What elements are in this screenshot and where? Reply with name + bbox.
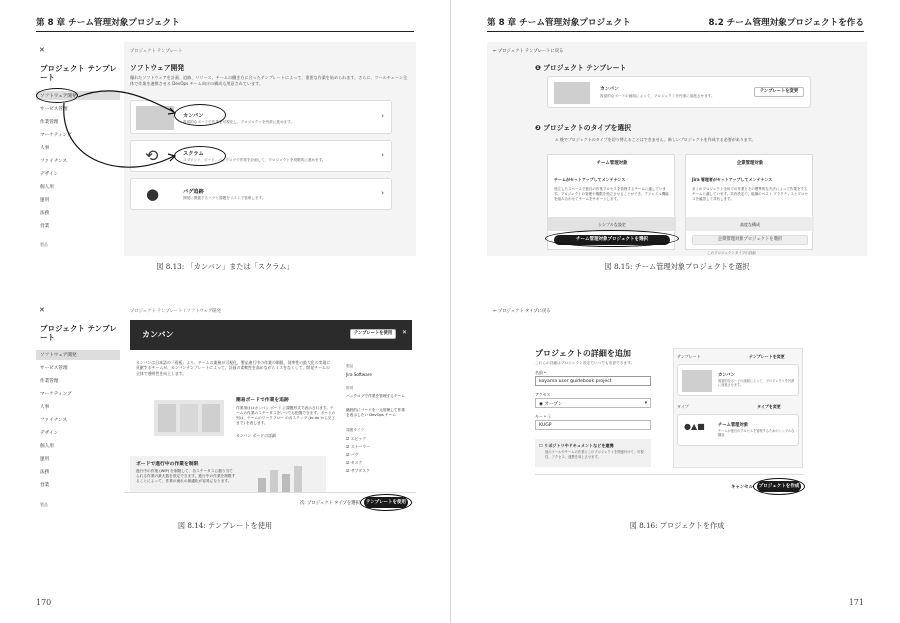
highlight-oval-use-template	[360, 494, 412, 511]
sidebar-item-personal[interactable]: 個人用	[40, 185, 54, 190]
figure-caption: 図 8.15: チーム管理対象プロジェクトを選択	[604, 262, 750, 271]
figure-8-14	[34, 302, 416, 514]
sidebar-item-ops[interactable]: 運用	[40, 198, 50, 203]
page-number: 171	[848, 598, 864, 607]
highlight-oval-team-managed	[545, 230, 679, 247]
type-name: チーム管理対象	[718, 423, 749, 428]
description: 優れたソフトウェアを計画、追跡、リリース。チームの働き方に合ったテンプレートによって、重要な作業を始められます。さらに、ツールチェーン全体で作業を連携させる DevOps チーム向けの構成も用意されています。	[130, 75, 408, 86]
use-template-button[interactable]: テンプレートを使用	[350, 329, 396, 339]
sidebar-item-personal[interactable]: 個人用	[40, 444, 54, 449]
key-label: キー * ⓘ	[535, 414, 552, 419]
feature1-title: 簡易ボードで作業を追跡	[236, 398, 289, 403]
template-name: カンバン	[718, 373, 735, 378]
sidebar-item-sales[interactable]: 営業	[40, 224, 50, 229]
change-type-link[interactable]: タイプを変更	[757, 404, 781, 409]
back-link[interactable]: ← プロジェクト タイプに戻る	[493, 309, 551, 314]
footnote-link[interactable]: このプロジェクトタイプの詳細	[707, 251, 756, 255]
annotation-arrows	[34, 42, 416, 256]
form-subtitle: これらの詳細はプロジェクト設定でいつでも変更できます。	[535, 361, 635, 365]
column-desc: 独立したスペースで独自の作業プロセスを管理するチームに適しています。プロジェクトの管理や権限を独立させることができ、アジャイル機能を組み合わせてチームをサポートします。	[554, 187, 669, 201]
footer-use-template-button[interactable]: テンプレートを使用	[364, 497, 408, 508]
breadcrumb[interactable]: プロジェクト テンプレート	[130, 49, 183, 54]
figure-caption: 図 8.13: 「カンバン」または「スクラム」	[156, 262, 294, 271]
back-link[interactable]: ← プロジェクト テンプレートに戻る	[493, 49, 564, 54]
figure-8-15	[487, 42, 867, 256]
issue-type-task: ☑ タスク	[346, 460, 363, 465]
product-name: Jira Software	[346, 372, 372, 377]
card-name: バグ追跡	[183, 189, 204, 195]
right-page	[450, 0, 900, 623]
card-desc: スプリント、ボード、バックログで作業を計画して、プロジェクトを段階的に進めます。	[183, 158, 326, 162]
form-footer-divider	[535, 474, 803, 475]
bug-icon: ●	[146, 185, 160, 203]
sidebar-item-hr[interactable]: 人事	[40, 405, 50, 410]
feature2-title: ボードで進行中の作業を制限	[136, 462, 199, 467]
chapter-title: 第 8 章 チーム管理対象プロジェクト	[487, 18, 631, 28]
card-name: カンバン	[183, 113, 204, 119]
kanban-thumbnail	[682, 370, 712, 392]
issue-type-subtask: ☑ サブタスク	[346, 468, 370, 473]
kanban-thumbnail	[554, 82, 590, 104]
select-team-managed-button[interactable]: チーム管理対象プロジェクトを選択	[554, 235, 670, 245]
close-icon[interactable]: ✕	[39, 306, 45, 314]
banner	[130, 320, 412, 350]
create-project-button[interactable]: プロジェクトを作成	[757, 481, 801, 492]
type-label: タイプ	[677, 404, 689, 409]
sidebar-item-finance[interactable]: ファイナンス	[40, 159, 68, 164]
column-header: 企業管理対象	[736, 161, 764, 166]
figure-caption: 図 8.16: プロジェクトを作成	[629, 521, 725, 530]
sidebar-title: プロジェクト テンプレート	[40, 64, 117, 82]
column-header: チーム管理対象	[596, 161, 628, 166]
sidebar-item-service[interactable]: サービス管理	[40, 107, 68, 112]
card-desc: 開発に関連するバグと課題をリストで管理します。	[183, 196, 266, 200]
chapter-title: 第 8 章 チーム管理対象プロジェクト	[36, 18, 180, 28]
key-input[interactable]: KUGP	[535, 420, 651, 430]
column-company-managed	[685, 154, 813, 250]
chevron-right-icon: ›	[381, 112, 384, 120]
recommended-text-2: 継続的にコードを一元管理して作業を表示したい DevOps チーム	[346, 408, 405, 417]
step-1-heading: ❶ プロジェクト テンプレート	[535, 64, 627, 72]
sidebar-title: プロジェクト テンプレート	[40, 324, 117, 342]
recommended-text-1: バックログで作業を管理するチーム	[346, 394, 405, 398]
template-name: カンバン	[600, 87, 619, 92]
form-title: プロジェクトの詳細を追加	[535, 349, 631, 358]
sidebar-item-software[interactable]: ソフトウェア開発	[40, 353, 77, 358]
issue-types-label: 課題タイプ	[346, 428, 365, 432]
access-select[interactable]: ◉ オープン ▾	[535, 398, 651, 408]
issue-type-epic: ☑ エピック	[346, 436, 367, 441]
page-title: ソフトウェア開発	[130, 64, 185, 72]
product-label: 製品	[346, 364, 354, 368]
step-2-heading: ❷ プロジェクトのタイプを選択	[535, 124, 632, 132]
connect-checkbox[interactable]: ☐ リポジトリやドキュメントなどを連携	[539, 443, 614, 448]
column-subheader: Jira 管理者がセットアップしてメンテナンス	[692, 177, 773, 182]
column-feature: 高度な構成	[740, 222, 760, 227]
footer-next-text: 次: プロジェクト タイプを選択	[300, 501, 360, 506]
globe-icon: ◉	[539, 401, 545, 407]
change-template-link[interactable]: テンプレートを変更	[749, 354, 785, 359]
feature1-link[interactable]: カンバン ボードの詳細	[236, 433, 276, 438]
issue-type-story: ☑ ストーリー	[346, 444, 371, 449]
main-panel	[124, 302, 416, 514]
sidebar-item-marketing[interactable]: マーケティング	[40, 392, 72, 397]
scrum-loop-icon: ⟲	[145, 146, 159, 165]
issue-type-bug: ☑ バグ	[346, 452, 359, 457]
column-subheader: チームがセットアップしてメンテナンス	[554, 177, 626, 182]
chevron-right-icon: ›	[381, 189, 384, 197]
sidebar-item-design[interactable]: デザイン	[40, 172, 59, 177]
sidebar-item-ops[interactable]: 運用	[40, 457, 50, 462]
warning-text: ⚠ 後でプロジェクトのタイプを切り替えることはできません。新しいプロジェクトを作成する必要があります。	[555, 137, 756, 142]
sidebar-item-design[interactable]: デザイン	[40, 431, 59, 436]
close-icon[interactable]: ✕	[402, 329, 408, 336]
change-template-button[interactable]: テンプレートを変更	[754, 87, 804, 97]
sidebar-footer: 製品	[40, 242, 48, 247]
sidebar-item-marketing[interactable]: マーケティング	[40, 133, 72, 138]
recommended-heading: 推奨	[346, 386, 354, 390]
sidebar-item-legal[interactable]: 法務	[40, 470, 50, 475]
figure-caption: 図 8.14: テンプレートを使用	[177, 521, 273, 530]
sidebar-item-legal[interactable]: 法務	[40, 211, 50, 216]
sidebar-footer: 製品	[40, 502, 48, 507]
select-company-managed-button[interactable]: 企業管理対象プロジェクトを選択	[692, 235, 808, 245]
sidebar-item-finance[interactable]: ファイナンス	[40, 418, 68, 423]
intro-text: カンバンは日本語の「看板」より。チームの業務が可視化、製品進行中の作業の制限、効率性の最大化の実現に貢献するチームが、カンバンテンプレートによって、計画の柔軟性を高めながらミスをなくして、開発チームの全体で透明性を向上します。	[136, 360, 331, 376]
figure-8-13	[34, 42, 416, 256]
chevron-down-icon: ▾	[644, 400, 647, 406]
figure-8-16	[487, 302, 867, 514]
column-desc: 多くのプロジェクト全体での作業とその標準的な方法によって作業をするチームに適しています。共有設定で、組織のベスト プラクティスとプロセスを確認して共有します。	[692, 187, 808, 201]
name-label: 名前 *	[535, 370, 546, 375]
cancel-button[interactable]: キャンセル	[731, 485, 753, 490]
breadcrumb[interactable]: プロジェクト テンプレート / ソフトウェア開発	[130, 309, 221, 314]
wip-chart-illustration	[254, 462, 314, 492]
board-illustration	[154, 400, 224, 436]
chevron-right-icon: ›	[381, 151, 384, 159]
selected-template-card	[547, 76, 811, 108]
banner-title: カンバン	[142, 330, 174, 339]
template-label: テンプレート	[677, 354, 701, 359]
sidebar-item-software[interactable]: ソフトウェア開発	[40, 94, 77, 99]
template-desc: 視覚的なボードの画面によって、プロジェクトを円滑に前進させます。	[600, 94, 715, 98]
sidebar-item-sales[interactable]: 営業	[40, 483, 50, 488]
sidebar-item-work[interactable]: 作業管理	[40, 379, 59, 384]
type-summary-card	[677, 414, 799, 446]
page-number: 170	[36, 598, 52, 607]
card-name: スクラム	[183, 151, 204, 157]
footer-divider	[124, 492, 416, 493]
sidebar-item-hr[interactable]: 人事	[40, 146, 50, 151]
card-desc: 視覚的なボードで作業を可視化し、プロジェクトを円滑に進めます。	[183, 120, 295, 124]
connect-desc: 他のツールやチームの作業とこのプロジェクトを関連付けて、可視性、アクセス、連携を向上させます。	[545, 450, 644, 459]
template-summary-card	[677, 364, 799, 396]
column-feature: シンプルな設定	[598, 222, 626, 227]
close-icon[interactable]: ✕	[39, 46, 45, 54]
name-input[interactable]: koyama user guidebook project	[535, 376, 651, 386]
sidebar-item-work[interactable]: 作業管理	[40, 120, 59, 125]
team-shapes-icon: ●▲■	[684, 422, 705, 431]
template-desc: 視覚的なボードの画面によって、プロジェクトを円滑に前進させます。	[718, 379, 795, 388]
running-head	[487, 14, 864, 32]
highlight-oval-create	[753, 478, 805, 495]
feature2-body: 進行中の作業 (WIP) を制限して、各ステータスに割り当てられる作業の最大数を設定できます。進行中の作業を制限することによって、作業の流れの最適化が容易になります。	[136, 469, 236, 484]
section-title: 8.2 チーム管理対象プロジェクトを作る	[708, 18, 864, 28]
access-label: アクセス	[535, 392, 551, 397]
running-head	[36, 14, 414, 32]
sidebar-item-service[interactable]: サービス管理	[40, 366, 68, 371]
feature1-body: 作業項目はカンバン ボード に課題形式で表示されます。チームの作業のステータスをいつでも把握できます。ボードの列は、チームのワークフロー の各ステップ (to do から完了まで) を表します。	[236, 406, 336, 426]
type-desc: チームが独自のプロセスを管理するためのシンプルな構成	[718, 429, 795, 438]
